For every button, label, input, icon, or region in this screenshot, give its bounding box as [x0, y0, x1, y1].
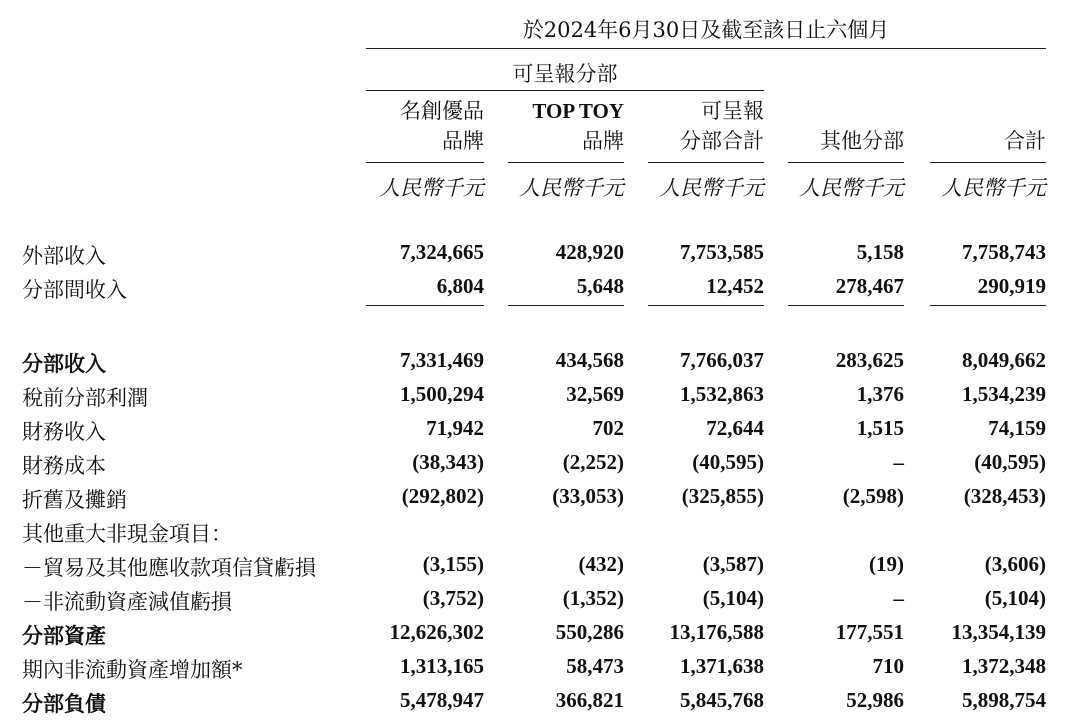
row-value: 8,049,662 — [962, 348, 1046, 372]
row-value: 710 — [872, 654, 904, 678]
col-header-other: 其他分部 — [820, 129, 904, 153]
row-value: (3,587) — [702, 552, 764, 576]
row-value: 5,845,768 — [680, 688, 764, 712]
row-value: 7,758,743 — [962, 240, 1046, 264]
row-value: 366,821 — [555, 688, 624, 712]
row-value: – — [893, 586, 904, 610]
row-value: 290,919 — [977, 274, 1046, 298]
row-label: 期內非流動資產增加額* — [22, 658, 243, 682]
row-value: 1,371,638 — [680, 654, 764, 678]
col-header-miniso: 名創優品 品牌 — [400, 99, 484, 153]
reportable-segments-rule — [366, 90, 764, 91]
row-label: 其他重大非現金項目： — [22, 522, 232, 546]
row-value: 1,515 — [856, 416, 904, 440]
row-value: (3,606) — [984, 552, 1046, 576]
currency-unit: 人民幣千元 — [519, 176, 624, 200]
row-value: (33,053) — [552, 484, 624, 508]
row-value: 58,473 — [566, 654, 624, 678]
subtotal-rule — [788, 305, 904, 306]
row-value: (432) — [578, 552, 624, 576]
row-value: 177,551 — [835, 620, 904, 644]
row-value: 5,648 — [576, 274, 624, 298]
col-header-total: 合計 — [1004, 129, 1046, 153]
row-value: 7,753,585 — [680, 240, 764, 264]
row-value: 71,942 — [426, 416, 484, 440]
col-header-reportable-total: 可呈報 分部合計 — [680, 99, 764, 153]
row-value: 52,986 — [846, 688, 904, 712]
row-value: 74,159 — [988, 416, 1046, 440]
period-rule — [366, 48, 1046, 49]
col-rule-4 — [788, 162, 904, 163]
row-label: －非流動資產減值虧損 — [22, 590, 232, 614]
row-value: 5,898,754 — [962, 688, 1046, 712]
row-value: 434,568 — [555, 348, 624, 372]
row-value: (2,252) — [562, 450, 624, 474]
row-value: 702 — [592, 416, 624, 440]
col-rule-3 — [648, 162, 764, 163]
row-value: 7,324,665 — [400, 240, 484, 264]
currency-unit: 人民幣千元 — [799, 176, 904, 200]
subtotal-rule — [508, 305, 624, 306]
row-label: 分部收入 — [22, 351, 106, 376]
col-rule-5 — [930, 162, 1046, 163]
col-header-toptoy: TOP TOY 品牌 — [532, 99, 624, 153]
row-value: (3,155) — [422, 552, 484, 576]
currency-unit: 人民幣千元 — [379, 176, 484, 200]
row-value: – — [893, 450, 904, 474]
row-value: (40,595) — [692, 450, 764, 474]
row-value: 5,158 — [856, 240, 904, 264]
period-heading: 於2024年6月30日及截至該日止六個月 — [522, 18, 890, 42]
subtotal-rule — [930, 305, 1046, 306]
subtotal-rule — [648, 305, 764, 306]
row-label: 分部資產 — [22, 623, 106, 648]
row-value: 5,478,947 — [400, 688, 484, 712]
row-value: 1,534,239 — [962, 382, 1046, 406]
row-value: (5,104) — [984, 586, 1046, 610]
row-label: 分部負債 — [22, 691, 106, 716]
reportable-segments-heading: 可呈報分部 — [512, 62, 618, 86]
col-rule-2 — [508, 162, 624, 163]
row-value: 550,286 — [555, 620, 624, 644]
row-value: 7,331,469 — [400, 348, 484, 372]
row-value: 1,376 — [856, 382, 904, 406]
row-value: 283,625 — [835, 348, 904, 372]
row-label: 分部間收入 — [22, 278, 127, 302]
row-value: (5,104) — [702, 586, 764, 610]
row-value: (40,595) — [974, 450, 1046, 474]
row-value: 6,804 — [436, 274, 484, 298]
row-label: 財務收入 — [22, 420, 106, 444]
row-value: 7,766,037 — [680, 348, 764, 372]
row-value: (1,352) — [562, 586, 624, 610]
row-value: (292,802) — [401, 484, 484, 508]
row-value: (328,453) — [963, 484, 1046, 508]
row-value: 32,569 — [566, 382, 624, 406]
row-label: －貿易及其他應收款項信貸虧損 — [22, 556, 316, 580]
row-label: 折舊及攤銷 — [22, 488, 127, 512]
row-value: 13,354,139 — [951, 620, 1046, 644]
row-value: 1,372,348 — [962, 654, 1046, 678]
row-label: 財務成本 — [22, 454, 106, 478]
row-value: 13,176,588 — [669, 620, 764, 644]
row-value: 12,452 — [706, 274, 764, 298]
subtotal-rule — [366, 305, 484, 306]
row-value: (2,598) — [842, 484, 904, 508]
col-rule-1 — [366, 162, 484, 163]
row-value: (19) — [869, 552, 904, 576]
row-label: 外部收入 — [22, 244, 106, 268]
row-value: 1,500,294 — [400, 382, 484, 406]
row-value: (325,855) — [681, 484, 764, 508]
row-value: 1,532,863 — [680, 382, 764, 406]
row-value: (38,343) — [412, 450, 484, 474]
row-value: 1,313,165 — [400, 654, 484, 678]
row-value: 278,467 — [835, 274, 904, 298]
row-value: (3,752) — [422, 586, 484, 610]
row-value: 12,626,302 — [389, 620, 484, 644]
currency-unit: 人民幣千元 — [941, 176, 1046, 200]
row-label: 稅前分部利潤 — [22, 386, 148, 410]
row-value: 428,920 — [555, 240, 624, 264]
row-value: 72,644 — [706, 416, 764, 440]
currency-unit: 人民幣千元 — [659, 176, 764, 200]
